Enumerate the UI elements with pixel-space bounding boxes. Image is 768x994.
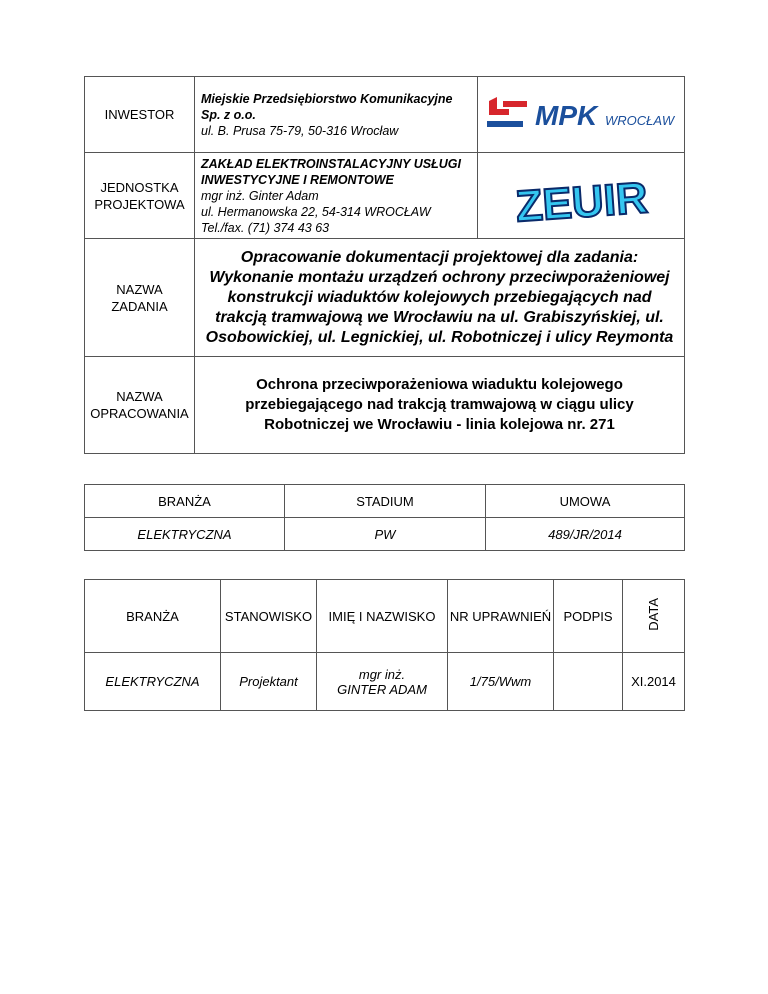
investor-name-2: Sp. z o.o. xyxy=(201,107,256,122)
sign-header-name: IMIĘ I NAZWISKO xyxy=(317,580,448,653)
sign-header-branza: BRANŻA xyxy=(85,580,221,653)
sign-value-name-1: mgr inż. xyxy=(358,666,406,682)
investor-info xyxy=(195,77,478,153)
sign-header-data-text: DATA xyxy=(646,598,661,631)
investor-label: INWESTOR xyxy=(85,77,195,153)
stage-header-branza: BRANŻA xyxy=(85,485,285,518)
sign-header-uprawnienia: NR UPRAWNIEŃ xyxy=(448,580,554,653)
mpk-logo xyxy=(478,77,685,153)
unit-name-1: ZAKŁAD ELEKTROINSTALACYJNY USŁUGI xyxy=(201,156,461,171)
task-text: Opracowanie dokumentacji projektowej dla zadania: Wykonanie montażu urządzeń ochrony przeciwporażeniowej konstrukcji wiaduktów kolejowych przebiegających nad trakcją tramwajową we Wrocławiu na ul. Grabiszyńskiej, ul. Osobowickiej, ul. Legnickiej, ul. Robotniczej i ulicy Reymonta xyxy=(195,239,685,357)
work-text: Ochrona przeciwporażeniowa wiaduktu kolejowego przebiegającego nad trakcją tramwajową w ciągu ulicy Robotniczej we Wrocławiu - linia kolejowa nr. 271 xyxy=(195,357,685,454)
task-label-2: ZADANIA xyxy=(111,298,168,314)
title-block xyxy=(84,76,685,454)
stage-value-branza: ELEKTRYCZNA xyxy=(85,518,285,551)
stage-value-umowa: 489/JR/2014 xyxy=(486,518,685,551)
sign-value-podpis xyxy=(554,653,623,711)
sign-value-name xyxy=(317,653,448,711)
sign-value-uprawnienia: 1/75/Wwm xyxy=(448,653,554,711)
stage-header-umowa: UMOWA xyxy=(486,485,685,518)
unit-label-2: PROJEKTOWA xyxy=(94,196,185,212)
work-label-2: OPRACOWANIA xyxy=(90,406,189,421)
stage-table xyxy=(84,484,685,551)
zeuir-logo-text: ZEUIR xyxy=(514,173,650,232)
sign-header-stanowisko: STANOWISKO xyxy=(221,580,317,653)
mpk-logo-text: MPK xyxy=(535,100,598,131)
zeuir-logo-icon xyxy=(514,153,650,233)
stage-header-stadium: STADIUM xyxy=(285,485,486,518)
task-label-1: NAZWA xyxy=(116,281,163,297)
task-label xyxy=(85,239,195,357)
unit-address: ul. Hermanowska 22, 54-314 WROCŁAW xyxy=(201,204,431,219)
investor-name: Miejskie Przedsiębiorstwo Komunikacyjne xyxy=(201,91,453,106)
signature-table xyxy=(84,579,685,711)
sign-header-data xyxy=(623,580,685,653)
stage-value-stadium: PW xyxy=(285,518,486,551)
unit-person: mgr inż. Ginter Adam xyxy=(201,188,319,203)
zeuir-logo xyxy=(478,153,685,239)
sign-value-name-2: GINTER ADAM xyxy=(337,681,427,697)
work-label xyxy=(85,357,195,454)
unit-info xyxy=(195,153,478,239)
unit-label xyxy=(85,153,195,239)
investor-address: ul. B. Prusa 75-79, 50-316 Wrocław xyxy=(201,123,399,138)
sign-header-podpis: PODPIS xyxy=(554,580,623,653)
sign-value-stanowisko: Projektant xyxy=(221,653,317,711)
work-label-1: NAZWA xyxy=(116,389,163,404)
mpk-logo-city: WROCŁAW xyxy=(605,113,675,128)
unit-name-2: INWESTYCYJNE I REMONTOWE xyxy=(201,172,394,187)
unit-phone: Tel./fax. (71) 374 43 63 xyxy=(201,220,330,235)
mpk-logo-icon xyxy=(483,87,679,137)
sign-value-branza: ELEKTRYCZNA xyxy=(85,653,221,711)
sign-value-data: XI.2014 xyxy=(623,653,685,711)
unit-label-1: JEDNOSTKA xyxy=(100,179,179,195)
